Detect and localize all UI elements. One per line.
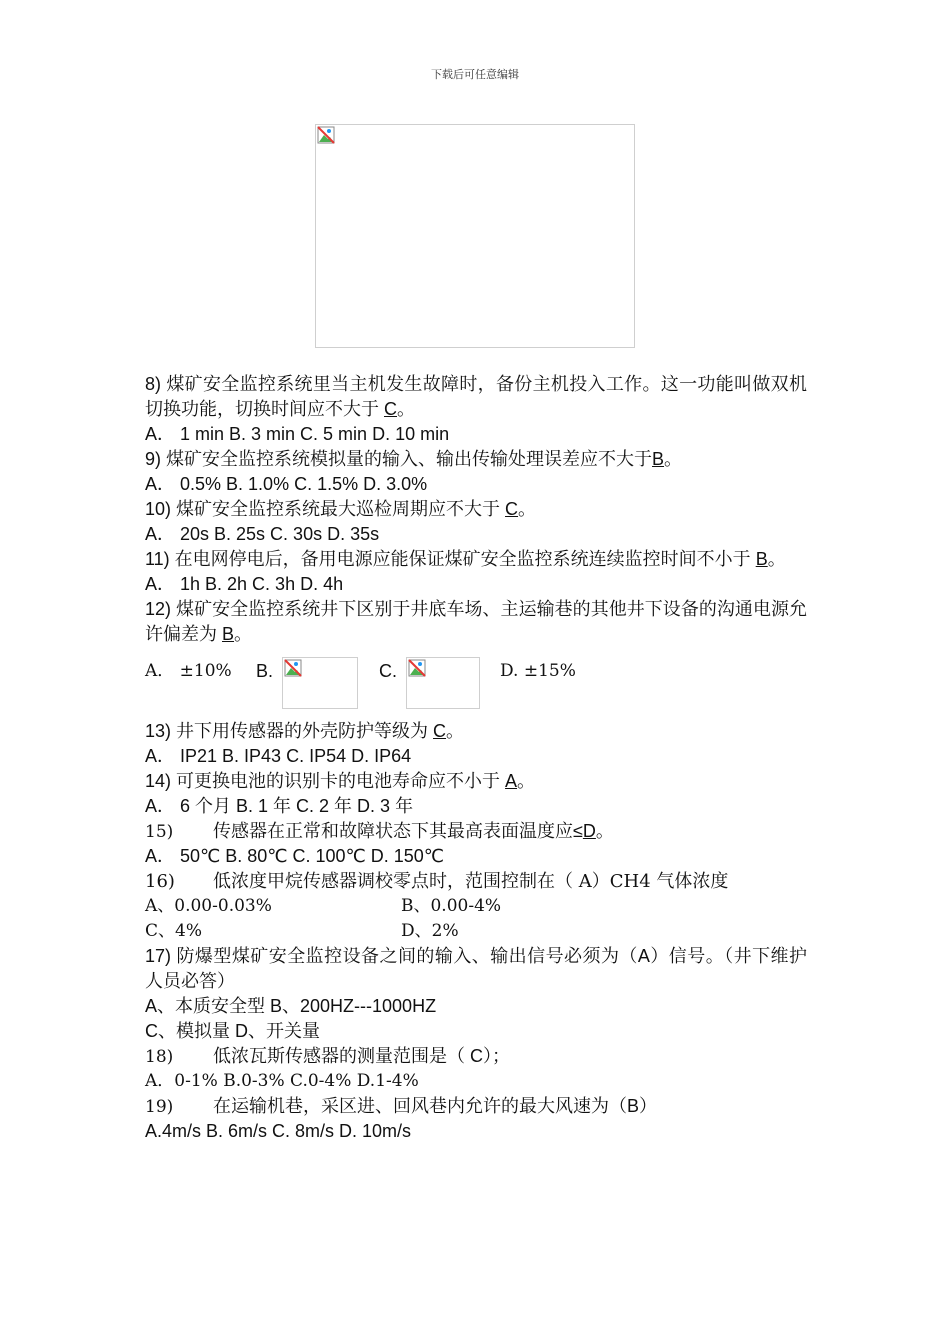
option-12-c: C.: [379, 661, 397, 681]
question-list: [145, 372, 807, 1144]
options-16-row1: A、0.00-0.03% B、0.00-4%: [145, 896, 502, 916]
question-11: 11) 在电网停电后，备用电源应能保证煤矿安全监控系统连续监控时间不小于 B。: [145, 549, 786, 569]
question-15: 15) 传感器在正常和故障状态下其最高表面温度应≤D。: [145, 821, 614, 842]
answer-11: B: [755, 549, 768, 569]
options-11: A． 1h B. 2h C. 3h D. 4h: [145, 574, 344, 594]
broken-image-icon: [317, 126, 335, 144]
question-8: 8) 煤矿安全监控系统里当主机发生故障时，备份主机投入工作。这一功能叫做双机切换功能，切换时间应不大于 C。: [145, 374, 807, 419]
main-figure-image: [315, 124, 635, 348]
options-18: A．0-1% B.0-3% C.0-4% D.1-4%: [145, 1071, 419, 1091]
option-12-b: B.: [256, 661, 274, 681]
answer-8: C: [384, 399, 397, 419]
question-14: 14) 可更换电池的识别卡的电池寿命应不小于 A。: [145, 771, 536, 791]
options-16-row2: C、4% D、2%: [145, 921, 459, 941]
question-18: 18) 低浓瓦斯传感器的测量范围是（ C）；: [145, 1046, 510, 1067]
option-12-d: D. ±15%: [500, 661, 576, 681]
options-17-row2: C、模拟量 D、开关量: [145, 1021, 320, 1041]
page-header: 下载后可任意编辑: [431, 68, 519, 81]
answer-12: B: [222, 624, 235, 644]
broken-image-icon: [408, 659, 426, 677]
question-16: 16) 低浓度甲烷传感器调校零点时，范围控制在（ A）CH4 气体浓度: [145, 871, 729, 892]
question-13: 13) 井下用传感器的外壳防护等级为 C。: [145, 721, 465, 741]
answer-14: A: [505, 771, 518, 791]
option-12-b-image: [282, 657, 358, 709]
option-12-a: A． ±10%: [145, 661, 232, 681]
options-15: A． 50℃ B. 80℃ C. 100℃ D. 150℃: [145, 846, 444, 866]
question-9: 9) 煤矿安全监控系统模拟量的输入、输出传输处理误差应不大于B。: [145, 449, 683, 469]
answer-15: D: [582, 821, 596, 841]
options-13: A． IP21 B. IP43 C. IP54 D. IP64: [145, 746, 412, 766]
question-17: 17) 防爆型煤矿安全监控设备之间的输入、输出信号必须为（A）信号。（井下维护人员必答）: [145, 946, 807, 991]
question-10: 10) 煤矿安全监控系统最大巡检周期应不大于 C。: [145, 499, 537, 519]
question-19: 19) 在运输机巷，采区进、回风巷内允许的最大风速为（B）: [145, 1096, 658, 1117]
option-12-c-image: [406, 657, 480, 709]
options-12: [145, 659, 807, 719]
question-12: 12) 煤矿安全监控系统井下区别于井底车场、主运输巷的其他井下设备的沟通电源允许偏差为 B。: [145, 599, 807, 644]
options-8: A． 1 min B. 3 min C. 5 min D. 10 min: [145, 424, 450, 444]
broken-image-icon: [284, 659, 302, 677]
options-9: A． 0.5% B. 1.0% C. 1.5% D. 3.0%: [145, 474, 428, 494]
answer-13: C: [433, 721, 447, 741]
options-14: A． 6 个月 B. 1 年 C. 2 年 D. 3 年: [145, 796, 414, 816]
options-10: A． 20s B. 25s C. 30s D. 35s: [145, 524, 380, 544]
options-17-row1: A、本质安全型 B、200HZ---1000HZ: [145, 996, 437, 1016]
options-19: A.4m/s B. 6m/s C. 8m/s D. 10m/s: [145, 1121, 412, 1141]
answer-10: C: [505, 499, 519, 519]
answer-9: B: [652, 449, 665, 469]
